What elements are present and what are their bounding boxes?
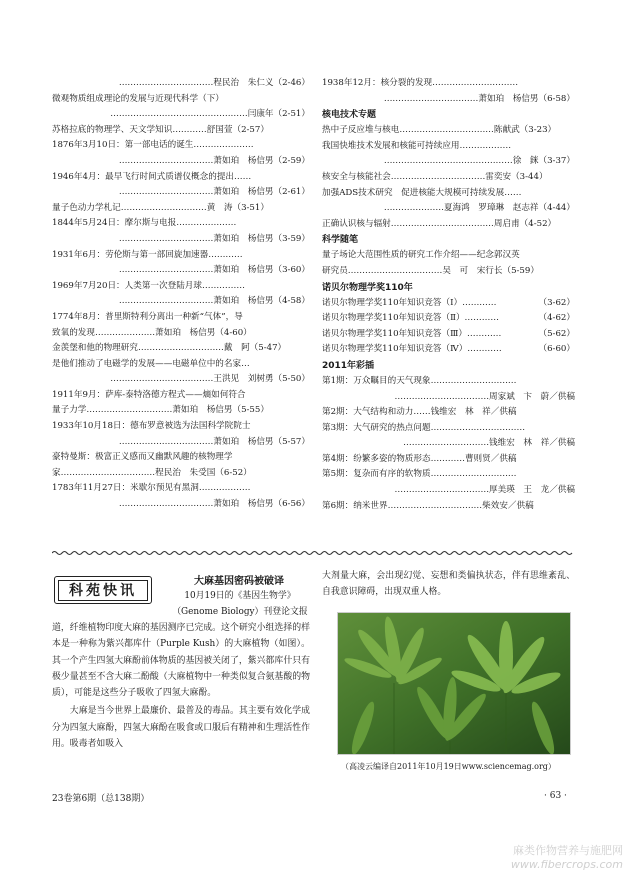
index-entry: 是他们推动了电磁学的发展——电磁单位中的名家…	[52, 358, 250, 369]
index-entry: 量子色动力学札记…………………………黄 涛（3-51）	[52, 202, 269, 213]
news-badge	[54, 576, 152, 604]
index-entry: 第5期：复杂而有序的软物质…………………………	[322, 469, 517, 480]
issue-info: 23卷第6期（总138期）	[52, 794, 150, 804]
index-entry-ref: （6-60）	[538, 344, 575, 355]
index-entry	[322, 296, 575, 312]
wavy-divider	[52, 550, 575, 556]
index-entry: 1946年4月：最早飞行时间式质谱仪概念的提出……	[52, 171, 252, 182]
index-entry: ……………………………萧如珀 杨信男（6-56）	[118, 499, 310, 510]
index-entry: 热中子反应堆与核电……………………………陈献武（3-23）	[322, 125, 557, 136]
index-entry: ……………………………萧如珀 杨信男（6-58）	[383, 93, 575, 104]
index-entry: 苏格拉底的物理学、天文学知识…………舒国萱（2-57）	[52, 124, 269, 135]
index-entry: …………………………钱维宏 林 祥／供稿	[403, 438, 575, 449]
index-entry: 1911年9月：萨库-泰特洛德方程式——熵如何符合	[52, 389, 246, 400]
index-entry: 家……………………………程民治 朱受国（6-52）	[52, 467, 252, 478]
news-paragraph: 大麻是当今世界上最廉价、最普及的毒品。其主要有效化学成分为四氢大麻酚，四氢大麻酚在吸食或口服后有精神和生理活性作用。吸毒者如吸入	[52, 706, 310, 750]
index-entry: ……………………………程民治 朱仁义（2-46）	[118, 78, 310, 88]
index-entry: ……………………………萧如珀 杨信男（5-57）	[118, 436, 310, 447]
index-entry: 第1期：万众瞩目的天气现象…………………………	[322, 375, 517, 386]
watermark-name: 麻类作物营养与施肥网	[513, 844, 623, 857]
index-entry-title: 诺贝尔物理学奖110年知识竞答（Ⅳ）…………	[322, 344, 502, 355]
news-paragraph: 道，纤维植物印度大麻的基因测序已完成。这个研究小组选择的样本是一种称为紫兴都库什（Purple Kush）的大麻植物（如图）。其一个产生四氢大麻酚前体物质的基因被关闭了，紫兴都库什只有极少量甚至不含大麻二酚酸（大麻植物中一种类似复合氨基酸的物质），可能是这些分子吸收了四氢大麻酚。	[52, 623, 310, 699]
section-heading: 科学随笔	[322, 235, 359, 246]
index-entry: ………………………………王洪见 刘树勇（5-50）	[110, 374, 310, 385]
news-paragraph: 大剂量大麻，会出现幻觉、妄想和类偏执状态，伴有思维紊乱、自我意识障碍，出现双重人格。	[322, 571, 575, 598]
index-entry: 1844年5月24日：摩尔斯与电报…………………	[52, 218, 237, 229]
index-entry	[322, 311, 575, 327]
index-entry-ref: （5-62）	[538, 328, 575, 339]
index-entry: ……………………………厚美瑛 王 龙／供稿	[394, 485, 575, 496]
index-entry: 量子场论大范围性质的研究工作介绍——纪念郭汉英	[322, 250, 520, 261]
index-entry: 核安全与核能社会……………………………雷奕安（3-44）	[322, 171, 548, 182]
photo-caption: （高凌云编译自2011年10月19日www.sciencemag.org）	[341, 762, 556, 771]
index-entry: 第3期：大气研究的热点问题……………………………	[322, 422, 526, 433]
index-entry: 1876年3月10日：第一部电话的诞生…………………	[52, 140, 254, 151]
index-entry: 1774年8月：普里斯特利分离出一种新“气体”，导	[52, 311, 243, 322]
index-entry: 1931年6月：劳伦斯与第一部回旋加速器…………	[52, 249, 243, 260]
index-entry: 1783年11月27日：米歇尔预见有黑洞………………	[52, 483, 251, 494]
index-entry-ref: （4-62）	[538, 313, 575, 324]
index-entry: 金羡堡和他的物理研究…………………………戴 阿（5-47）	[52, 343, 287, 354]
index-entry: ……………………………萧如珀 杨信男（3-59）	[118, 233, 310, 244]
watermark-url: www.fibercrops.com	[510, 858, 623, 871]
index-entry: 研究员……………………………吴 可 宋行长（5-59）	[322, 265, 539, 276]
index-entry: ……………………………萧如珀 杨信男（2-61）	[118, 187, 310, 198]
watermark	[511, 842, 623, 871]
index-entry: ……………………………周家斌 卞 蔚／供稿	[394, 391, 575, 402]
index-entry: 1969年7月20日：人类第一次登陆月球……………	[52, 280, 245, 291]
index-entry: 豪特曼斯：极富正义感而又幽默风趣的核物理学	[52, 452, 233, 463]
index-entry: 1938年12月：核分裂的发现…………………………	[322, 78, 519, 88]
news-badge-label: 科苑快讯	[58, 580, 148, 601]
index-entry: ……………………………萧如珀 杨信男（2-59）	[118, 155, 310, 166]
index-entry: …………………………………………闫康年（2-51）	[110, 109, 310, 120]
news-intro-line: 10月19日的《基因生物学》	[184, 591, 296, 601]
section-heading: 诺贝尔物理学奖110年	[322, 282, 413, 293]
index-entry: 1933年10月18日：德布罗意被选为法国科学院院士	[52, 421, 251, 432]
index-entry	[322, 342, 575, 358]
index-entry-title: 诺贝尔物理学奖110年知识竞答（Ⅱ）…………	[322, 313, 499, 324]
section-heading: 核电技术专题	[322, 110, 377, 121]
index-entry: 我国快堆技术发展和核能可持续应用………………	[322, 140, 512, 151]
page-number: · 63 ·	[544, 791, 567, 801]
index-entry: 致氧的发现…………………萧如珀 杨信男（4-60）	[52, 327, 252, 338]
index-entry-title: 诺贝尔物理学奖110年知识竞答（Ⅰ）…………	[322, 297, 497, 308]
index-entry: 第2期：大气结构和动力……钱维宏 林 祥／供稿	[322, 407, 517, 418]
news-body-right	[322, 568, 575, 601]
index-right-column	[322, 76, 575, 514]
index-entry: 量子力学…………………………萧如珀 杨信男（5-55）	[52, 405, 269, 416]
index-entry	[322, 327, 575, 343]
index-entry: ……………………………萧如珀 杨信男（4-58）	[118, 296, 310, 307]
news-intro	[164, 588, 316, 621]
index-entry: 正确认识核与辐射………………………………周启甫（4-52）	[322, 218, 557, 229]
index-entry: 第6期：纳米世界……………………………柴效安／供稿	[322, 500, 534, 511]
index-entry: ………………………………………徐 銤（3-37）	[383, 156, 575, 167]
news-intro-line: （Genome Biology）刊登论文报	[172, 607, 308, 618]
cannabis-leaf-illustration	[338, 613, 571, 755]
index-entry: 微观物质组成理论的发展与近现代科学（下）	[52, 93, 224, 104]
index-left-column	[52, 76, 310, 513]
index-entry: 加强ADS技术研究 促进核能大规模可持续发展……	[322, 187, 522, 198]
section-heading: 2011年彩插	[322, 360, 375, 371]
index-entry: …………………夏海鸿 罗璋琳 赵志祥（4-44）	[383, 203, 575, 214]
news-title: 大麻基因密码被破译	[194, 576, 284, 587]
index-entry-ref: （3-62）	[538, 297, 575, 308]
index-entry: 第4期：纷繁多姿的物质形态…………曹则贤／供稿	[322, 453, 517, 464]
cannabis-photo	[337, 612, 571, 755]
news-body-left	[52, 620, 310, 752]
index-entry: ……………………………萧如珀 杨信男（3-60）	[118, 265, 310, 276]
index-entry-title: 诺贝尔物理学奖110年知识竞答（Ⅲ）…………	[322, 328, 502, 339]
